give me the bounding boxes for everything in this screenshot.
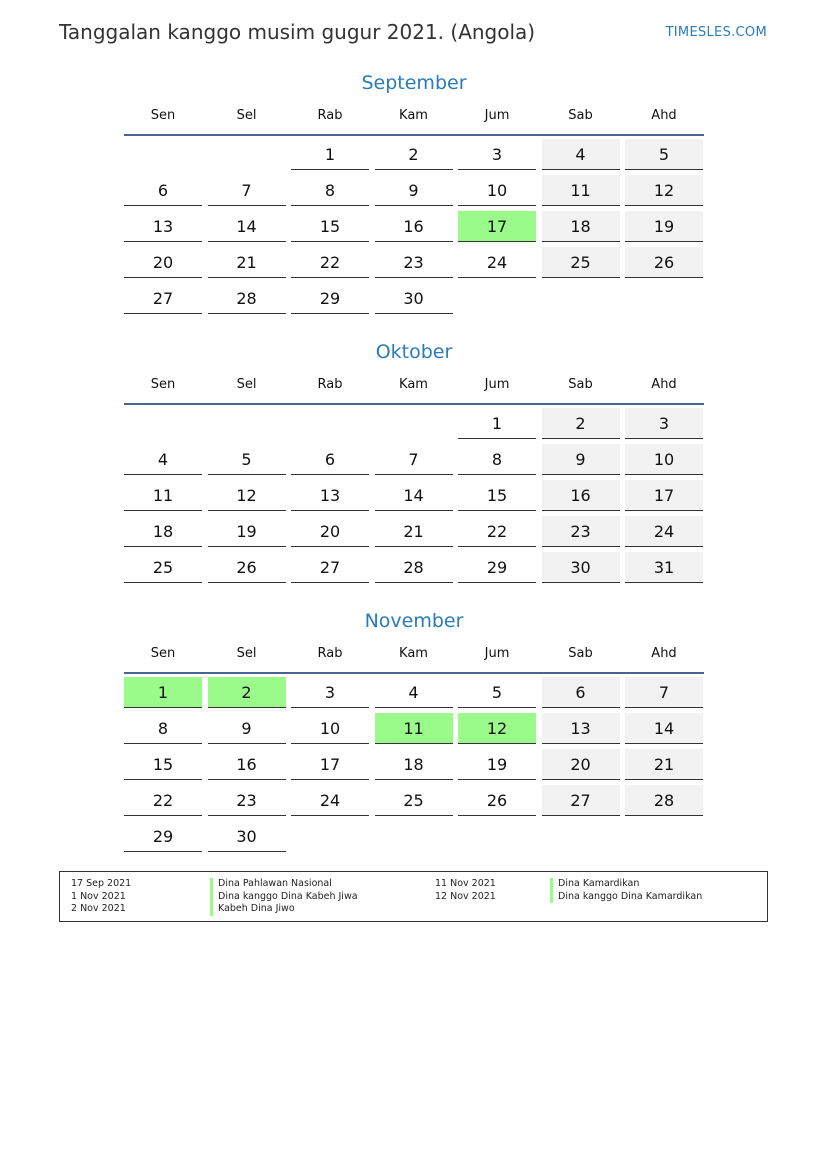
month-title: November — [364, 610, 464, 632]
legend-date: 17 Sep 2021 — [71, 878, 132, 889]
weekday-header — [124, 377, 704, 397]
day-cell: 1 — [458, 408, 536, 439]
day-cell: 19 — [458, 749, 536, 780]
weekday-thu: Kam — [399, 646, 428, 661]
day-cell: 16 — [542, 480, 620, 511]
day-cell: 20 — [542, 749, 620, 780]
day-cell: 26 — [625, 247, 703, 278]
day-cell: 19 — [208, 516, 286, 547]
day-cell: 21 — [625, 749, 703, 780]
day-cell: 15 — [291, 211, 369, 242]
day-cell: 10 — [458, 175, 536, 206]
holiday-day-cell: 1 — [124, 677, 202, 708]
page-title: Tanggalan kanggo musim gugur 2021. (Angola) — [59, 20, 536, 44]
day-cell: 6 — [291, 444, 369, 475]
day-cell: 18 — [375, 749, 453, 780]
day-cell: 23 — [542, 516, 620, 547]
day-cell: 22 — [291, 247, 369, 278]
day-cell: 9 — [375, 175, 453, 206]
day-cell: 16 — [375, 211, 453, 242]
weekday-tue: Sel — [236, 646, 257, 661]
holiday-legend — [59, 871, 768, 922]
day-cell: 13 — [124, 211, 202, 242]
day-cell: 30 — [208, 821, 286, 852]
weekday-sun: Ahd — [651, 108, 677, 123]
day-cell: 6 — [124, 175, 202, 206]
day-cell: 28 — [625, 785, 703, 816]
legend-date: 2 Nov 2021 — [71, 903, 126, 914]
day-cell: 24 — [458, 247, 536, 278]
legend-holiday-name: Dina kanggo Dina Kamardikan — [550, 891, 702, 904]
legend-holiday-name: Dina kanggo Dina Kabeh Jiwa — [210, 891, 358, 904]
legend-holiday-name: Dina Kamardikan — [550, 878, 702, 891]
legend-date: 1 Nov 2021 — [71, 890, 126, 902]
day-cell: 7 — [625, 677, 703, 708]
day-cell: 9 — [208, 713, 286, 744]
day-cell: 16 — [208, 749, 286, 780]
day-cell: 19 — [625, 211, 703, 242]
weekday-tue: Sel — [236, 108, 257, 123]
header-divider — [124, 134, 704, 136]
day-cell: 29 — [124, 821, 202, 852]
day-cell: 22 — [458, 516, 536, 547]
day-cell: 15 — [458, 480, 536, 511]
day-cell: 21 — [208, 247, 286, 278]
day-cell: 31 — [625, 552, 703, 583]
month-title: Oktober — [375, 341, 453, 363]
day-cell: 24 — [291, 785, 369, 816]
holiday-day-cell: 11 — [375, 713, 453, 744]
legend-date: 11 Nov 2021 — [435, 878, 496, 889]
day-cell: 26 — [208, 552, 286, 583]
weekday-wed: Rab — [317, 108, 343, 123]
holiday-day-cell: 2 — [208, 677, 286, 708]
day-cell: 22 — [124, 785, 202, 816]
weekday-mon: Sen — [150, 377, 176, 392]
day-cell: 3 — [625, 408, 703, 439]
day-cell: 2 — [542, 408, 620, 439]
day-cell: 21 — [375, 516, 453, 547]
day-cell: 4 — [124, 444, 202, 475]
day-cell: 8 — [124, 713, 202, 744]
day-cell: 15 — [124, 749, 202, 780]
legend-dates-right — [435, 878, 496, 903]
day-cell: 26 — [458, 785, 536, 816]
day-cell: 29 — [458, 552, 536, 583]
day-cell: 25 — [375, 785, 453, 816]
day-cell: 18 — [542, 211, 620, 242]
weekday-sat: Sab — [568, 108, 593, 123]
weekday-thu: Kam — [399, 108, 428, 123]
day-cell: 6 — [542, 677, 620, 708]
day-cell: 27 — [291, 552, 369, 583]
header-divider — [124, 672, 704, 674]
day-cell: 4 — [375, 677, 453, 708]
weekday-fri: Jum — [484, 646, 510, 661]
day-cell: 12 — [625, 175, 703, 206]
day-cell: 5 — [625, 139, 703, 170]
legend-holiday-name: Kabeh Dina Jiwo — [210, 903, 358, 916]
day-cell: 2 — [375, 139, 453, 170]
legend-names-left — [210, 878, 358, 916]
holiday-day-cell: 17 — [458, 211, 536, 242]
day-cell: 12 — [208, 480, 286, 511]
day-cell: 11 — [542, 175, 620, 206]
day-cell: 14 — [208, 211, 286, 242]
legend-names-right — [550, 878, 702, 903]
holiday-day-cell: 12 — [458, 713, 536, 744]
day-cell: 9 — [542, 444, 620, 475]
day-cell: 14 — [375, 480, 453, 511]
day-cell: 20 — [124, 247, 202, 278]
day-cell: 5 — [208, 444, 286, 475]
day-cell: 17 — [291, 749, 369, 780]
day-cell: 25 — [542, 247, 620, 278]
day-cell: 25 — [124, 552, 202, 583]
header-divider — [124, 403, 704, 405]
day-cell: 29 — [291, 283, 369, 314]
day-cell: 30 — [542, 552, 620, 583]
legend-holiday-name: Dina Pahlawan Nasional — [210, 878, 358, 891]
legend-date: 12 Nov 2021 — [435, 890, 496, 902]
day-cell: 23 — [375, 247, 453, 278]
day-cell: 13 — [542, 713, 620, 744]
day-cell: 28 — [208, 283, 286, 314]
day-cell: 13 — [291, 480, 369, 511]
day-cell: 1 — [291, 139, 369, 170]
weekday-header — [124, 646, 704, 666]
day-cell: 23 — [208, 785, 286, 816]
day-cell: 20 — [291, 516, 369, 547]
weekday-mon: Sen — [150, 108, 176, 123]
day-cell: 11 — [124, 480, 202, 511]
day-cell: 30 — [375, 283, 453, 314]
day-cell: 8 — [458, 444, 536, 475]
day-cell: 7 — [208, 175, 286, 206]
weekday-sat: Sab — [568, 646, 593, 661]
legend-dates-left — [71, 878, 131, 916]
month-title: September — [361, 72, 467, 94]
site-link[interactable]: TIMESLES.COM — [665, 25, 767, 40]
weekday-fri: Jum — [484, 108, 510, 123]
weekday-tue: Sel — [236, 377, 257, 392]
weekday-sat: Sab — [568, 377, 593, 392]
day-cell: 10 — [291, 713, 369, 744]
weekday-sun: Ahd — [651, 377, 677, 392]
weekday-mon: Sen — [150, 646, 176, 661]
day-cell: 10 — [625, 444, 703, 475]
day-cell: 8 — [291, 175, 369, 206]
weekday-thu: Kam — [399, 377, 428, 392]
weekday-wed: Rab — [317, 377, 343, 392]
day-cell: 28 — [375, 552, 453, 583]
weekday-header — [124, 108, 704, 128]
day-cell: 27 — [542, 785, 620, 816]
day-cell: 14 — [625, 713, 703, 744]
weekday-fri: Jum — [484, 377, 510, 392]
weekday-wed: Rab — [317, 646, 343, 661]
day-cell: 18 — [124, 516, 202, 547]
weekday-sun: Ahd — [651, 646, 677, 661]
day-cell: 17 — [625, 480, 703, 511]
day-cell: 3 — [291, 677, 369, 708]
day-cell: 24 — [625, 516, 703, 547]
day-cell: 7 — [375, 444, 453, 475]
day-cell: 5 — [458, 677, 536, 708]
day-cell: 27 — [124, 283, 202, 314]
day-cell: 3 — [458, 139, 536, 170]
day-cell: 4 — [542, 139, 620, 170]
